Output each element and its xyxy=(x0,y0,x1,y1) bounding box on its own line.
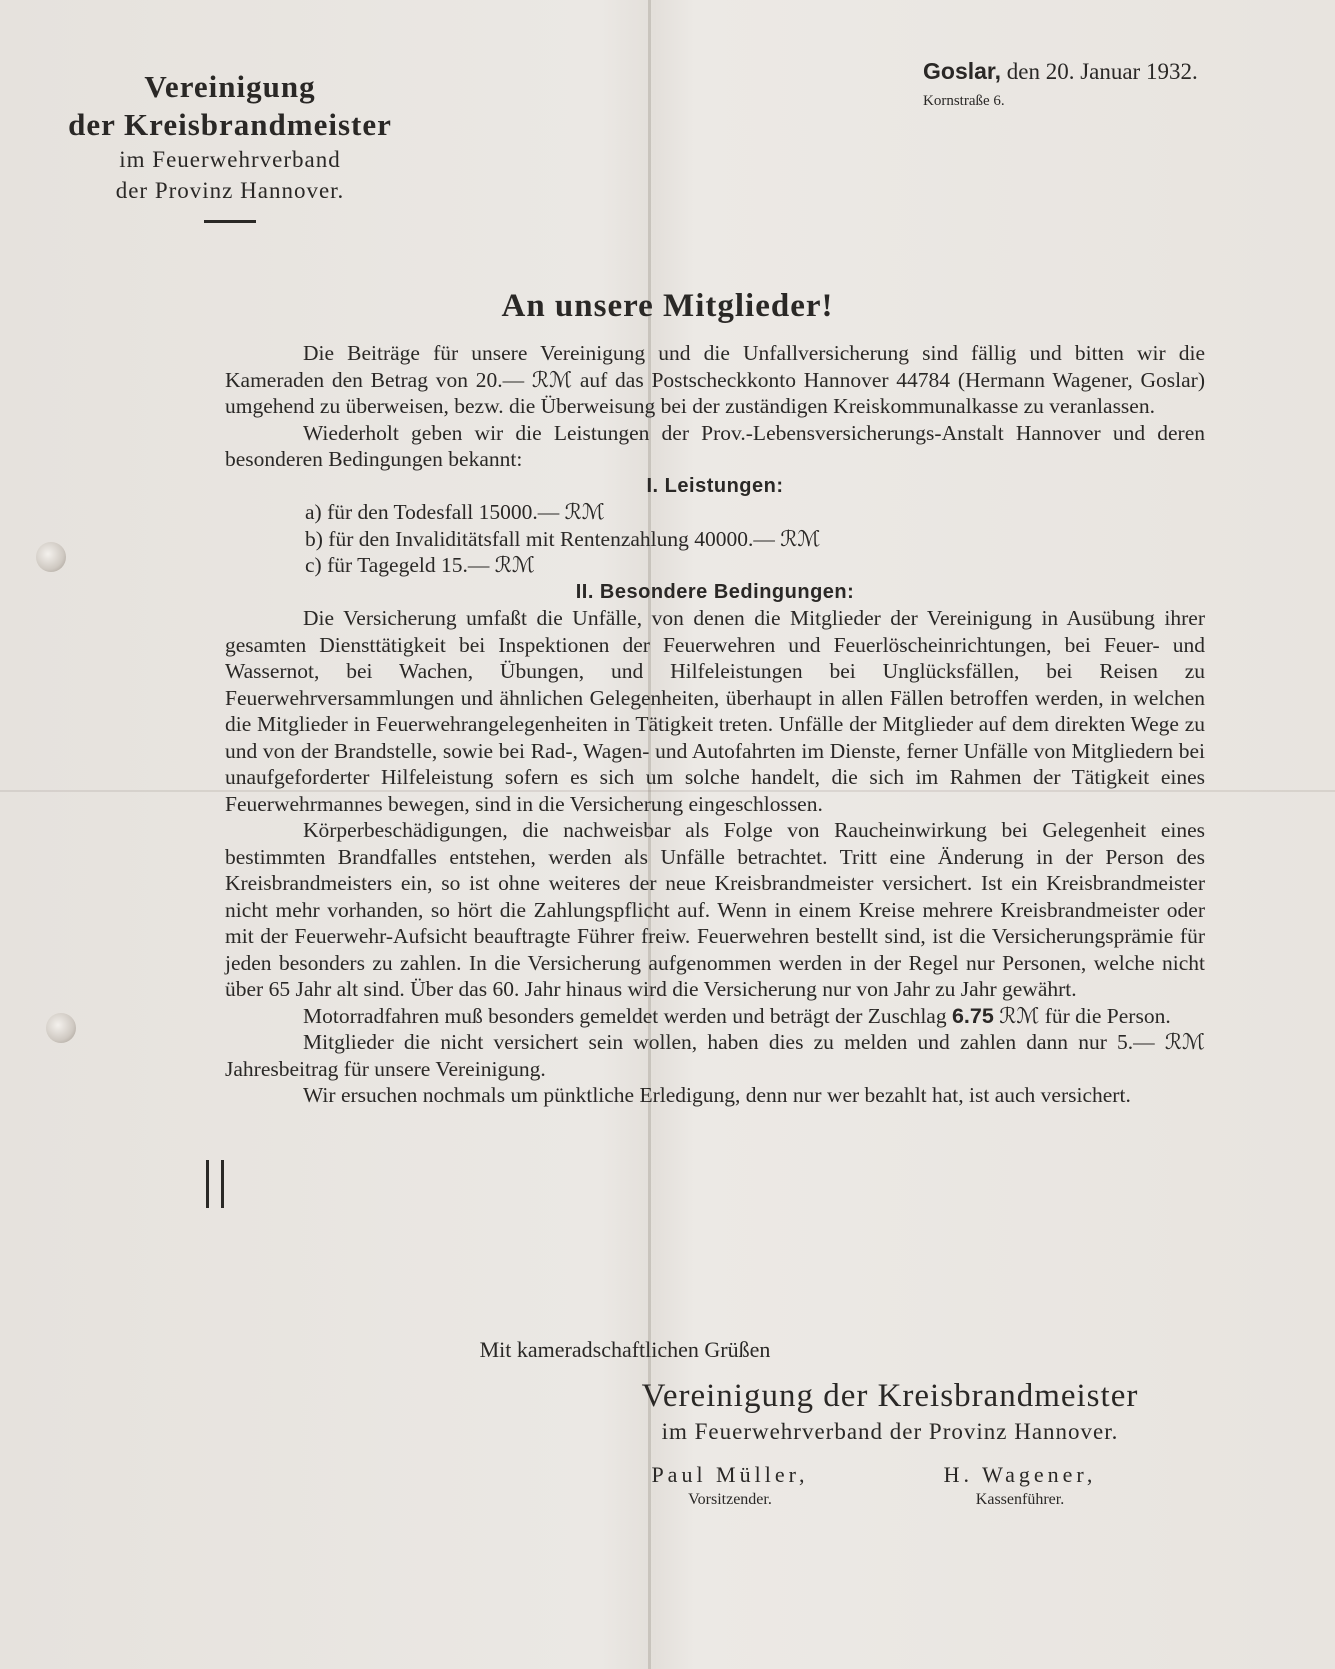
punch-hole-top xyxy=(36,542,66,572)
date-text: den 20. Januar 1932. xyxy=(1006,59,1198,84)
signer-1 xyxy=(630,1462,830,1509)
surcharge-tail: ℛℳ für die Person. xyxy=(999,1003,1171,1028)
letter-body xyxy=(225,340,1205,1109)
conditions-paragraph-3 xyxy=(225,1003,1205,1030)
conditions-paragraph-4: Mitglieder die nicht versichert sein wollen, haben dies zu melden und zahlen dann nur 5.— ℛℳ Jahresbeitrag für unsere Vereinigung. xyxy=(225,1030,1205,1081)
letterhead-line3: im Feuerwehrverband xyxy=(119,147,341,172)
section-heading-bedingungen: II. Besondere Bedingungen: xyxy=(575,580,855,603)
closing-greeting: Mit kameradschaftlichen Grüßen xyxy=(479,1337,771,1362)
letterhead-line2: der Kreisbrandmeister xyxy=(68,107,392,142)
dateline xyxy=(923,58,1198,85)
conditions-paragraph-2: Körperbeschädigungen, die nachweisbar als Folge von Raucheinwirkung bei Gelegenheit eines bestimmten Brandfalles entstehen, werden als Unfälle betrachtet. Tritt eine Änderung in der Person des Kreisbrandmeisters ein, so ist ohne weiteres der neue Kreisbrandmeister versichert. Ist ein Kreisbrandmeister nicht mehr vorhanden, so hört die Zahlungspflicht auf. Wenn in einem Kreise mehrere Kreisbrandmeister oder mit der Feuerwehr-Aufsicht beauftragte Führer freiw. Feuerwehren bestellt sind, ist die Versicherungsprämie für jeden besonders zu zahlen. In die Versicherung aufgenommen werden in der Regel nur Personen, welche nicht über 65 Jahr alt sind. Über das 60. Jahr hinaus wird die Versicherung nur von Jahr zu Jahr gewährt. xyxy=(225,818,1205,1001)
motorrad-text: Motorradfahren muß besonders gemeldet werden und beträgt der Zuschlag xyxy=(303,1003,947,1028)
page-title: An unsere Mitglieder! xyxy=(501,288,834,324)
letterhead-line4: der Provinz Hannover. xyxy=(115,178,345,203)
signature-block xyxy=(560,1378,1220,1445)
intro-paragraph-2: Wiederholt geben wir die Leistungen der Prov.-Lebensversicherungs-Anstalt Hannover und deren besonderen Bedingungen bekannt: xyxy=(225,420,1205,471)
signer-role: Vorsitzender. xyxy=(688,1491,772,1508)
punch-hole-bottom xyxy=(46,1013,76,1043)
list-item: a) für den Todesfall 15000.— ℛℳ xyxy=(305,500,605,524)
intro-paragraph-1: Die Beiträge für unsere Vereinigung und die Unfallversicherung sind fällig und bitten wir die Kameraden den Betrag von 20.— ℛℳ auf das Postscheckkonto Hannover 44784 (Hermann Wagener, Goslar) umgehend zu überweisen, bezw. die Überweisung bei der zuständigen Kreiskommunalkasse zu veranlassen. xyxy=(225,341,1205,418)
signer-name: Paul Müller, xyxy=(651,1462,809,1487)
list-item: c) für Tagegeld 15.— ℛℳ xyxy=(305,553,535,577)
signature-org-sub: im Feuerwehrverband der Provinz Hannover. xyxy=(661,1419,1119,1444)
letterhead-line1: Vereinigung xyxy=(144,69,316,104)
surcharge-amount: 6.75 xyxy=(951,1003,994,1028)
signer-name: H. Wagener, xyxy=(943,1462,1097,1487)
signature-org: Vereinigung der Kreisbrandmeister xyxy=(641,1378,1139,1414)
conditions-paragraph-1: Die Versicherung umfaßt die Unfälle, von denen die Mitglieder der Vereinigung in Ausübung ihrer gesamten Diensttätigkeit bei Inspektionen der Feuerwehren und Feuerlöscheinrichtungen, bei Feuer- und Wassernot, bei Wachen, Übungen, und Hilfeleistungen bei Unglücksfällen, bei Reisen zu Feuerwehrversammlungen und ähnlichen Gelegenheiten, überhaupt in allen Fällen betroffen werden, in welchen die Mitglieder in Feuerwehrangelegenheiten in Tätigkeit treten. Unfälle der Mitglieder auf dem direkten Wege zu und von der Brandstelle, sowie bei Rad-, Wagen- und Autofahrten im Dienste, ferner Unfälle von Mitgliedern bei unaufgeforderter Hilfeleistung sofern es sich um solche handelt, die sich im Rahmen der Tätigkeit eines Feuerwehrmannes bewegen, sind in die Versicherung eingeschlossen. xyxy=(225,606,1205,816)
signer-role: Kassenführer. xyxy=(975,1491,1065,1508)
list-item: b) für den Invaliditätsfall mit Rentenzahlung 40000.— ℛℳ xyxy=(305,526,821,551)
letterhead-rule xyxy=(204,220,256,223)
address: Kornstraße 6. xyxy=(923,93,1005,109)
place: Goslar, xyxy=(923,58,1001,84)
letterhead xyxy=(60,68,400,223)
conditions-paragraph-5: Wir ersuchen nochmals um pünktliche Erledigung, denn nur wer bezahlt hat, ist auch versichert. xyxy=(303,1083,1131,1107)
margin-mark xyxy=(206,1160,224,1208)
leistungen-list xyxy=(225,499,1205,579)
signer-2 xyxy=(920,1462,1120,1509)
section-heading-leistungen: I. Leistungen: xyxy=(646,474,784,497)
